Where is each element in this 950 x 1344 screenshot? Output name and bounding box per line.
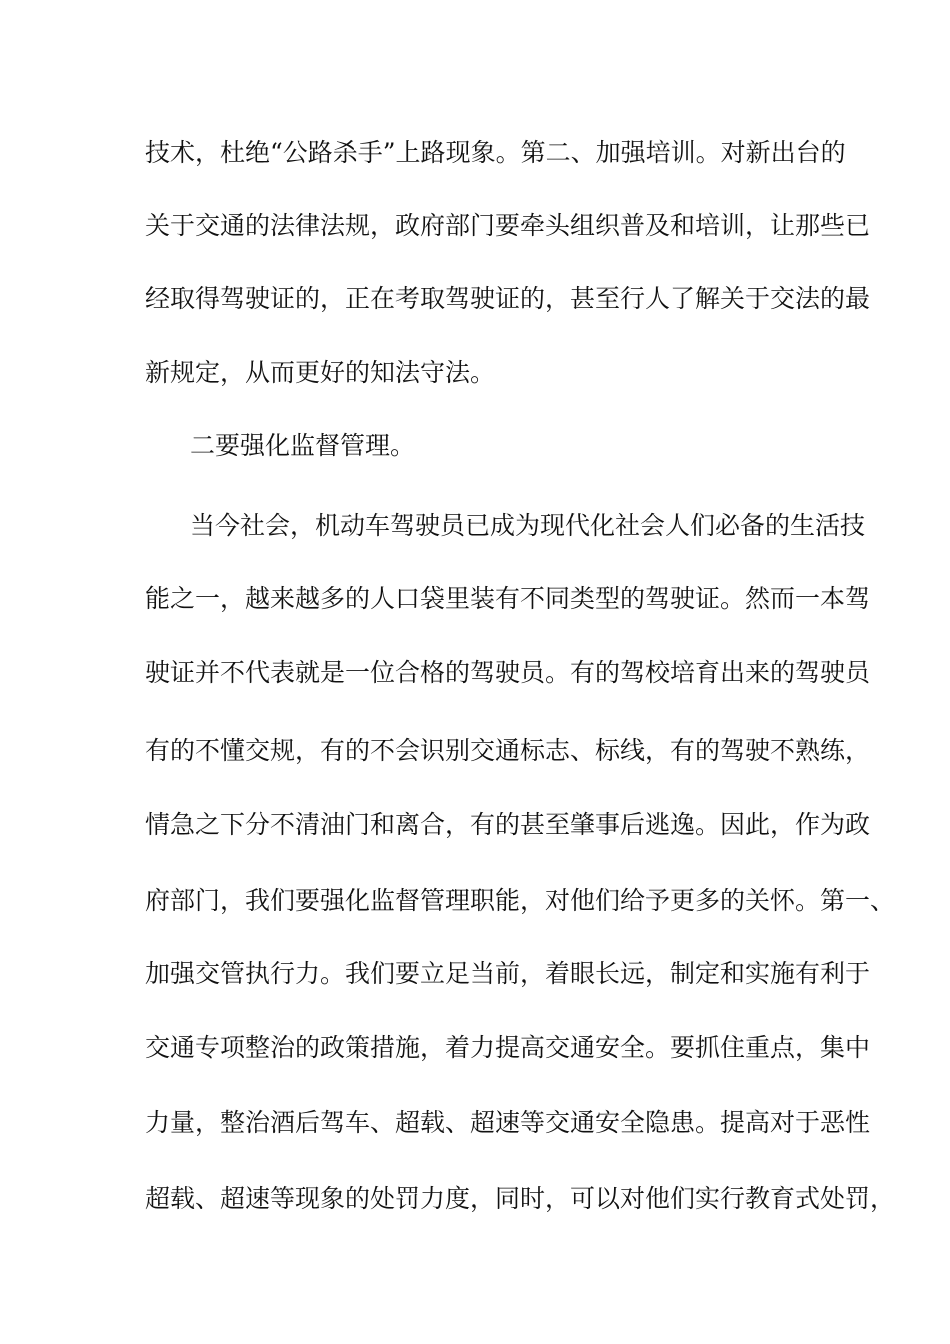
- text-line: 驶证并不代表就是一位合格的驾驶员。有的驾校培育出来的驾驶员: [145, 658, 871, 687]
- text-line: 能之一，越来越多的人口袋里装有不同类型的驾驶证。然而一本驾: [145, 584, 871, 613]
- paragraph-first-line: 当今社会，机动车驾驶员已成为现代化社会人们必备的生活技: [190, 511, 866, 540]
- text-line: 交通专项整治的政策措施，着力提高交通安全。要抓住重点，集中: [145, 1033, 871, 1062]
- text-line: 加强交管执行力。我们要立足当前，着眼长远，制定和实施有利于: [145, 959, 871, 988]
- text-line: 新规定，从而更好的知法守法。: [145, 358, 496, 387]
- text-line: 力量，整治酒后驾车、超载、超速等交通安全隐患。提高对于恶性: [145, 1108, 871, 1137]
- text-line: 经取得驾驶证的，正在考取驾驶证的，甚至行人了解关于交法的最: [145, 284, 871, 313]
- section-heading: 二要强化监督管理。: [190, 431, 416, 460]
- text-line: 关于交通的法律法规，政府部门要牵头组织普及和培训，让那些已: [145, 211, 871, 240]
- text-line: 府部门，我们要强化监督管理职能，对他们给予更多的关怀。第一、: [145, 886, 896, 915]
- text-line: 超载、超速等现象的处罚力度，同时，可以对他们实行教育式处罚，: [145, 1184, 896, 1213]
- text-line: 情急之下分不清油门和离合，有的甚至肇事后逃逸。因此，作为政: [145, 810, 871, 839]
- text-line: 有的不懂交规，有的不会识别交通标志、标线，有的驾驶不熟练，: [145, 736, 871, 765]
- text-line: 技术，杜绝“公路杀手”上路现象。第二、加强培训。对新出台的: [145, 138, 846, 167]
